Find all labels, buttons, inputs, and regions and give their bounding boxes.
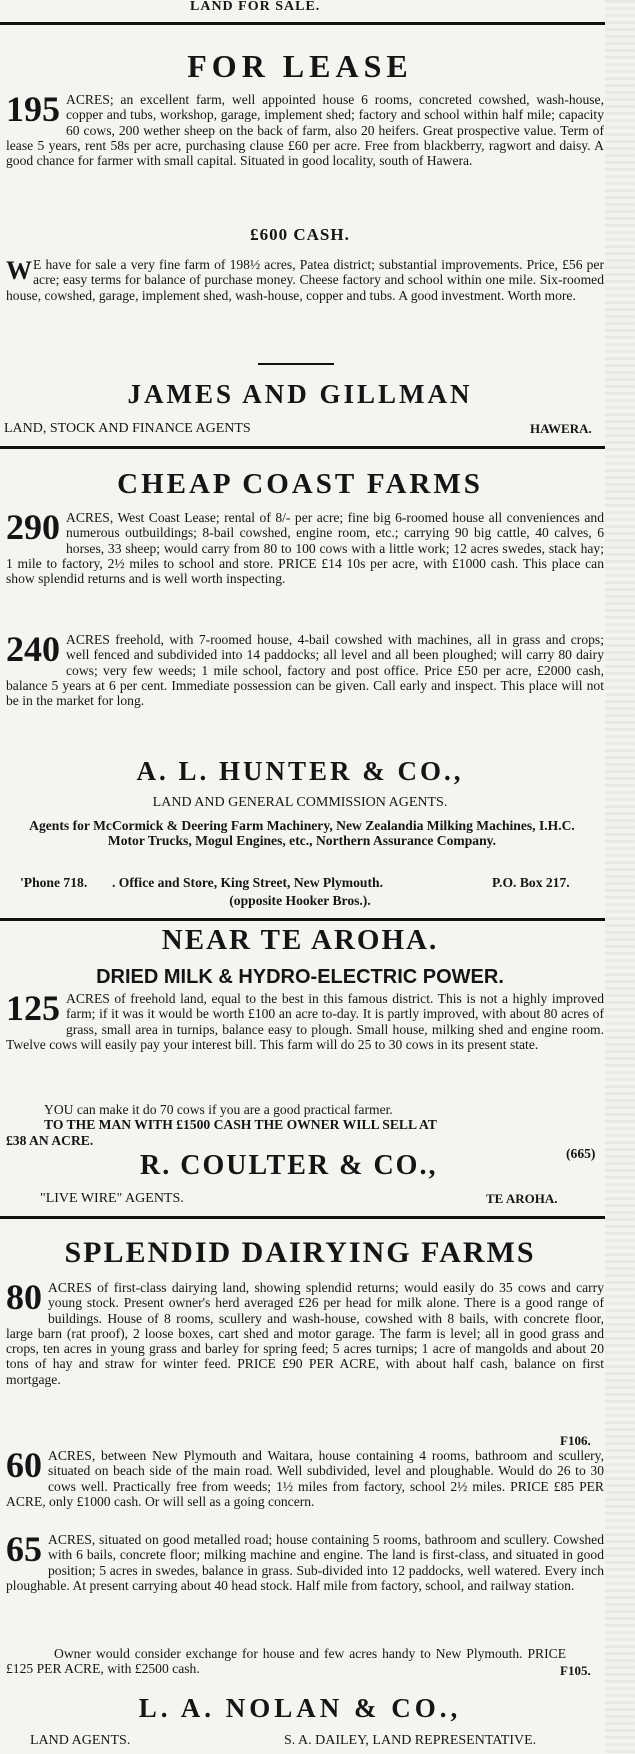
lease-cash: £600 CASH.: [250, 225, 350, 244]
hunter-office: . Office and Store, King Street, New Plymouth.: [112, 875, 383, 890]
nolan-land-agents: LAND AGENTS.: [30, 1733, 131, 1748]
patea-initial: W: [6, 256, 32, 285]
lease-title: FOR LEASE: [187, 48, 413, 84]
hunter-pobox: P.O. Box 217.: [492, 875, 570, 890]
lease-text: ACRES; an excellent farm, well appointed house 6 rooms, concreted cowshed, wash-house, copper and tubs, workshop, garage, implement shed; factory and school within half mile; capacity 60 cows, 200 wether sheep on the back of farm, also 20 heifers. Great prospective value. Term of lease 5 years, rent 58s per acre, purchasing clause £60 per acre. Free from blackberry, ragwort and daisy. A good chance for farmer with small capital. Situated in good locality, south of Hawera.: [6, 92, 604, 169]
top-rule: [0, 22, 605, 25]
dairy-paragraph-60: [6, 1445, 604, 1509]
dairy-ref-106: F106.: [560, 1433, 591, 1448]
coulter-live-wire: "LIVE WIRE" AGENTS.: [40, 1191, 184, 1206]
dairy-paragraph-65: [6, 1529, 604, 1593]
aroha-text: ACRES of freehold land, equal to the best in this famous district. This is not a highly improved farm; if it was it would be worth £100 an acre to-day. It is partly improved, with about 80 acres of grass, small area in turnips, balance easy to plough. Small house, milking shed and engine room. Twelve cows will easily pay your interest bill. This farm will do 25 to 30 cows in its present state.: [6, 991, 604, 1052]
dairy-text-60: ACRES, between New Plymouth and Waitara, house containing 4 rooms, bathroom and scullery, situated on beach side of the main road. Well subdivided, level and ploughable. Would do 26 to 30 cows well. Practically free from weeds; 1½ miles from factory, school 2½ miles. PRICE £85 PER ACRE, only £1000 cash. Or will sell as a going concern.: [6, 1448, 604, 1509]
hunter-agents: Agents for McCormick & Deering Farm Machinery, New Zealandia Milking Machines, I.H.C. Motor Trucks, Mogul Engines, etc., Northern Assurance Company.: [29, 818, 575, 849]
page-edge-scan-texture: [605, 0, 635, 1754]
nolan-name: L. A. NOLAN & CO.,: [138, 1693, 462, 1723]
rule-after-hunter: [0, 918, 605, 921]
coast-paragraph-2: [6, 629, 604, 709]
coast-acres-290: 290: [6, 507, 60, 547]
hunter-phone: 'Phone 718.: [20, 875, 88, 890]
coast-text-1: ACRES, West Coast Lease; rental of 8/- per acre; fine big 6-roomed house all conveniences and numerous outbuildings; 8-bail cowshed, engine room, etc.; carrying 90 big cattle, 40 calves, 6 horses, 33 sheep; would carry from 80 to 100 cows with a little work; 12 acres swedes, stack hay; 1 mile to factory, 2½ miles to school and store. PRICE £14 10s per acre, with £1000 cash. This place can show splendid returns and is well worth inspecting.: [6, 510, 604, 587]
aroha-sub: DRIED MILK & HYDRO-ELECTRIC POWER.: [96, 966, 504, 988]
aroha-title: NEAR TE AROHA.: [161, 924, 439, 956]
dairy-ref-105: F105.: [560, 1663, 591, 1678]
dairy-owner-line: Owner would consider exchange for house and few acres handy to New Plymouth. PRICE £125 PER ACRE, with £2500 cash.: [6, 1646, 566, 1677]
dairy-text-65: ACRES, situated on good metalled road; house containing 5 rooms, bathroom and scullery. Cowshed with 6 bails, concrete floor; milking machine and engine. The land is first-class, and situated in good position; 5 acres in swedes, balance in grass. Sub-divided into 12 paddocks, well watered. Every inch ploughable. At present carrying about 40 head stock. Half mile from factory, school, and railway station.: [6, 1532, 604, 1593]
dairy-paragraph-80: [6, 1277, 604, 1387]
patea-paragraph: [6, 257, 604, 303]
james-gillman-place: HAWERA.: [530, 421, 592, 436]
coast-title: CHEAP COAST FARMS: [117, 468, 483, 500]
divider-short: [258, 363, 334, 365]
dairy-acres-60: 60: [6, 1445, 42, 1485]
james-gillman-name: JAMES AND GILLMAN: [127, 379, 473, 409]
aroha-paragraph: [6, 988, 604, 1052]
dairy-title: SPLENDID DAIRYING FARMS: [64, 1236, 536, 1269]
james-gillman-left: LAND, STOCK AND FINANCE AGENTS: [4, 421, 251, 436]
rule-after-james: [0, 446, 605, 449]
section-heading: LAND FOR SALE.: [190, 0, 321, 14]
coulter-place: TE AROHA.: [486, 1191, 558, 1206]
nolan-representative: S. A. DAILEY, LAND REPRESENTATIVE.: [284, 1733, 537, 1748]
coast-acres-240: 240: [6, 629, 60, 669]
rule-after-coulter: [0, 1216, 605, 1219]
hunter-name: A. L. HUNTER & CO.,: [136, 756, 464, 786]
aroha-acres-125: 125: [6, 988, 60, 1028]
hunter-sub: LAND AND GENERAL COMMISSION AGENTS.: [152, 795, 448, 810]
lease-paragraph: [6, 89, 604, 169]
dairy-text-80: ACRES of first-class dairying land, showing splendid returns; would easily do 35 cows and carry young stock. Present owner's herd averaged £26 per head for milk alone. There is a good range of buildings. House of 8 rooms, scullery and wash-house, cowshed with 8 bails, with concrete floor, large barn (rat proof), 2 loose boxes, cart shed and motor garage. The farm is level; all in good grass and crops, ten acres in young grass and barley for spring feed; 5 acres turnips; 1 acre of mangolds and about 20 tons of hay and straw for winter feed. PRICE £90 PER ACRE, with about half cash, balance on first mortgage.: [6, 1280, 604, 1387]
hunter-opposite: (opposite Hooker Bros.).: [229, 893, 371, 908]
dairy-acres-65: 65: [6, 1529, 42, 1569]
patea-text: E have for sale a very fine farm of 198½ acres, Patea district; substantial improvements. Price, £56 per acre; easy terms for balance of purchase money. Cheese factory and school within one mile. Six-roomed house, cowshed, garage, implement shed, wash-house, copper and tubs. A good investment. Worth more.: [6, 257, 604, 303]
coast-text-2: ACRES freehold, with 7-roomed house, 4-bail cowshed with machines, all in grass and crops; well fenced and subdivided into 14 paddocks; all level and all been ploughed; will carry 80 dairy cows; very few weeds; 1 mile school, factory and post office. Price £50 per acre, £2000 cash, balance 5 years at 6 per cent. Immediate possession can be given. Call early and inspect. This place will not be in the market for long.: [6, 632, 604, 709]
dairy-acres-80: 80: [6, 1277, 42, 1317]
lease-acres-number: 195: [6, 89, 60, 129]
aroha-line-2: YOU can make it do 70 cows if you are a good practical farmer.: [44, 1102, 393, 1117]
aroha-line-3: TO THE MAN WITH £1500 CASH THE OWNER WILL SELL AT: [44, 1117, 437, 1132]
coulter-name: R. COULTER & CO.,: [140, 1150, 438, 1181]
aroha-line-4: £38 AN ACRE.: [6, 1133, 94, 1148]
coast-paragraph-1: [6, 507, 604, 587]
aroha-ref: (665): [566, 1146, 596, 1161]
